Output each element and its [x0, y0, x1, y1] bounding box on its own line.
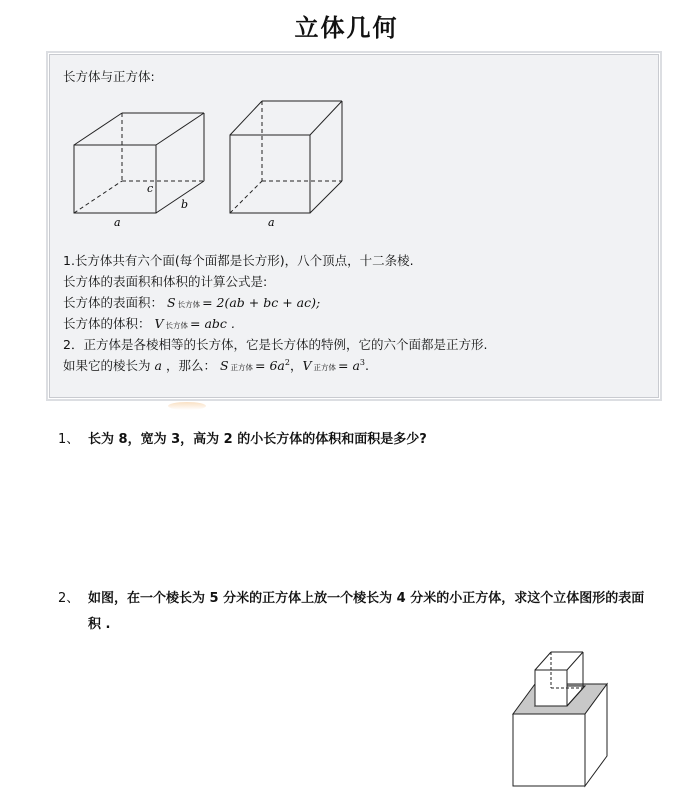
symbol-v: V	[154, 316, 164, 331]
formula-rest: = 6a	[255, 358, 285, 373]
problem-text: 长为 8，宽为 3，高为 2 的小长方体的体积和面积是多少?	[88, 432, 427, 447]
cuboid-label-a: a	[114, 216, 121, 229]
subscript-cube: 正方体	[230, 363, 254, 372]
surface-area-formula	[167, 295, 320, 310]
summary-line-2: 长方体的表面积和体积的计算公式是:	[63, 274, 268, 289]
decorative-mark	[168, 402, 206, 410]
volume-formula-line	[63, 314, 235, 332]
cuboid-label-c: c	[147, 182, 154, 195]
cube-formula-mid: ，那么：	[165, 358, 216, 373]
symbol-v: V	[302, 358, 312, 373]
exponent: 3	[359, 357, 366, 367]
volume-label: 长方体的体积：	[63, 316, 151, 331]
surface-area-label: 长方体的表面积：	[63, 295, 164, 310]
separator: ，	[289, 358, 303, 373]
cube-label-a: a	[268, 216, 275, 229]
formula-rest: = a	[338, 358, 360, 373]
problem-number: 2、	[58, 591, 80, 606]
cube-surface-formula	[220, 358, 290, 373]
period: .	[365, 358, 369, 373]
summary-line-5: 2．正方体是各棱相等的长方体，它是长方体的特例，它的六个面都是正方形.	[63, 337, 488, 352]
formula-rest: = 2(ab + bc + ac);	[202, 295, 321, 310]
cube-formula-prefix: 如果它的棱长为	[63, 358, 151, 373]
symbol-a: a	[154, 358, 162, 373]
stacked-cubes-figure	[505, 648, 615, 790]
cube-figure	[230, 101, 342, 213]
cube-volume-formula	[302, 358, 365, 373]
summary-line-1: 1.长方体共有六个面(每个面都是长方形)，八个顶点，十二条棱.	[63, 253, 414, 268]
cube-formula-line	[63, 356, 369, 374]
page-title: 立体几何	[294, 14, 399, 42]
symbol-s: S	[219, 358, 229, 373]
problem-2	[58, 586, 658, 642]
exponent: 2	[284, 357, 290, 367]
subscript-cuboid: 长方体	[177, 300, 201, 309]
cuboid-front-face	[74, 145, 156, 213]
cuboid-cube-figures	[64, 91, 364, 231]
summary-heading: 长方体与正方体:	[63, 69, 155, 84]
cuboid-label-b: b	[181, 198, 189, 211]
symbol-s: S	[167, 295, 176, 310]
formula-rest: = abc .	[190, 316, 235, 331]
summary-box	[49, 54, 659, 398]
problem-number: 1、	[58, 432, 80, 447]
surface-area-formula-line	[63, 293, 320, 311]
volume-formula	[155, 316, 235, 331]
problem-text: 如图，在一个棱长为 5 分米的正方体上放一个棱长为 4 分米的小正方体，求这个立体图形的表面积 .	[88, 591, 645, 632]
subscript-cuboid: 长方体	[165, 321, 189, 330]
problem-1	[58, 427, 658, 455]
subscript-cube: 正方体	[313, 363, 337, 372]
